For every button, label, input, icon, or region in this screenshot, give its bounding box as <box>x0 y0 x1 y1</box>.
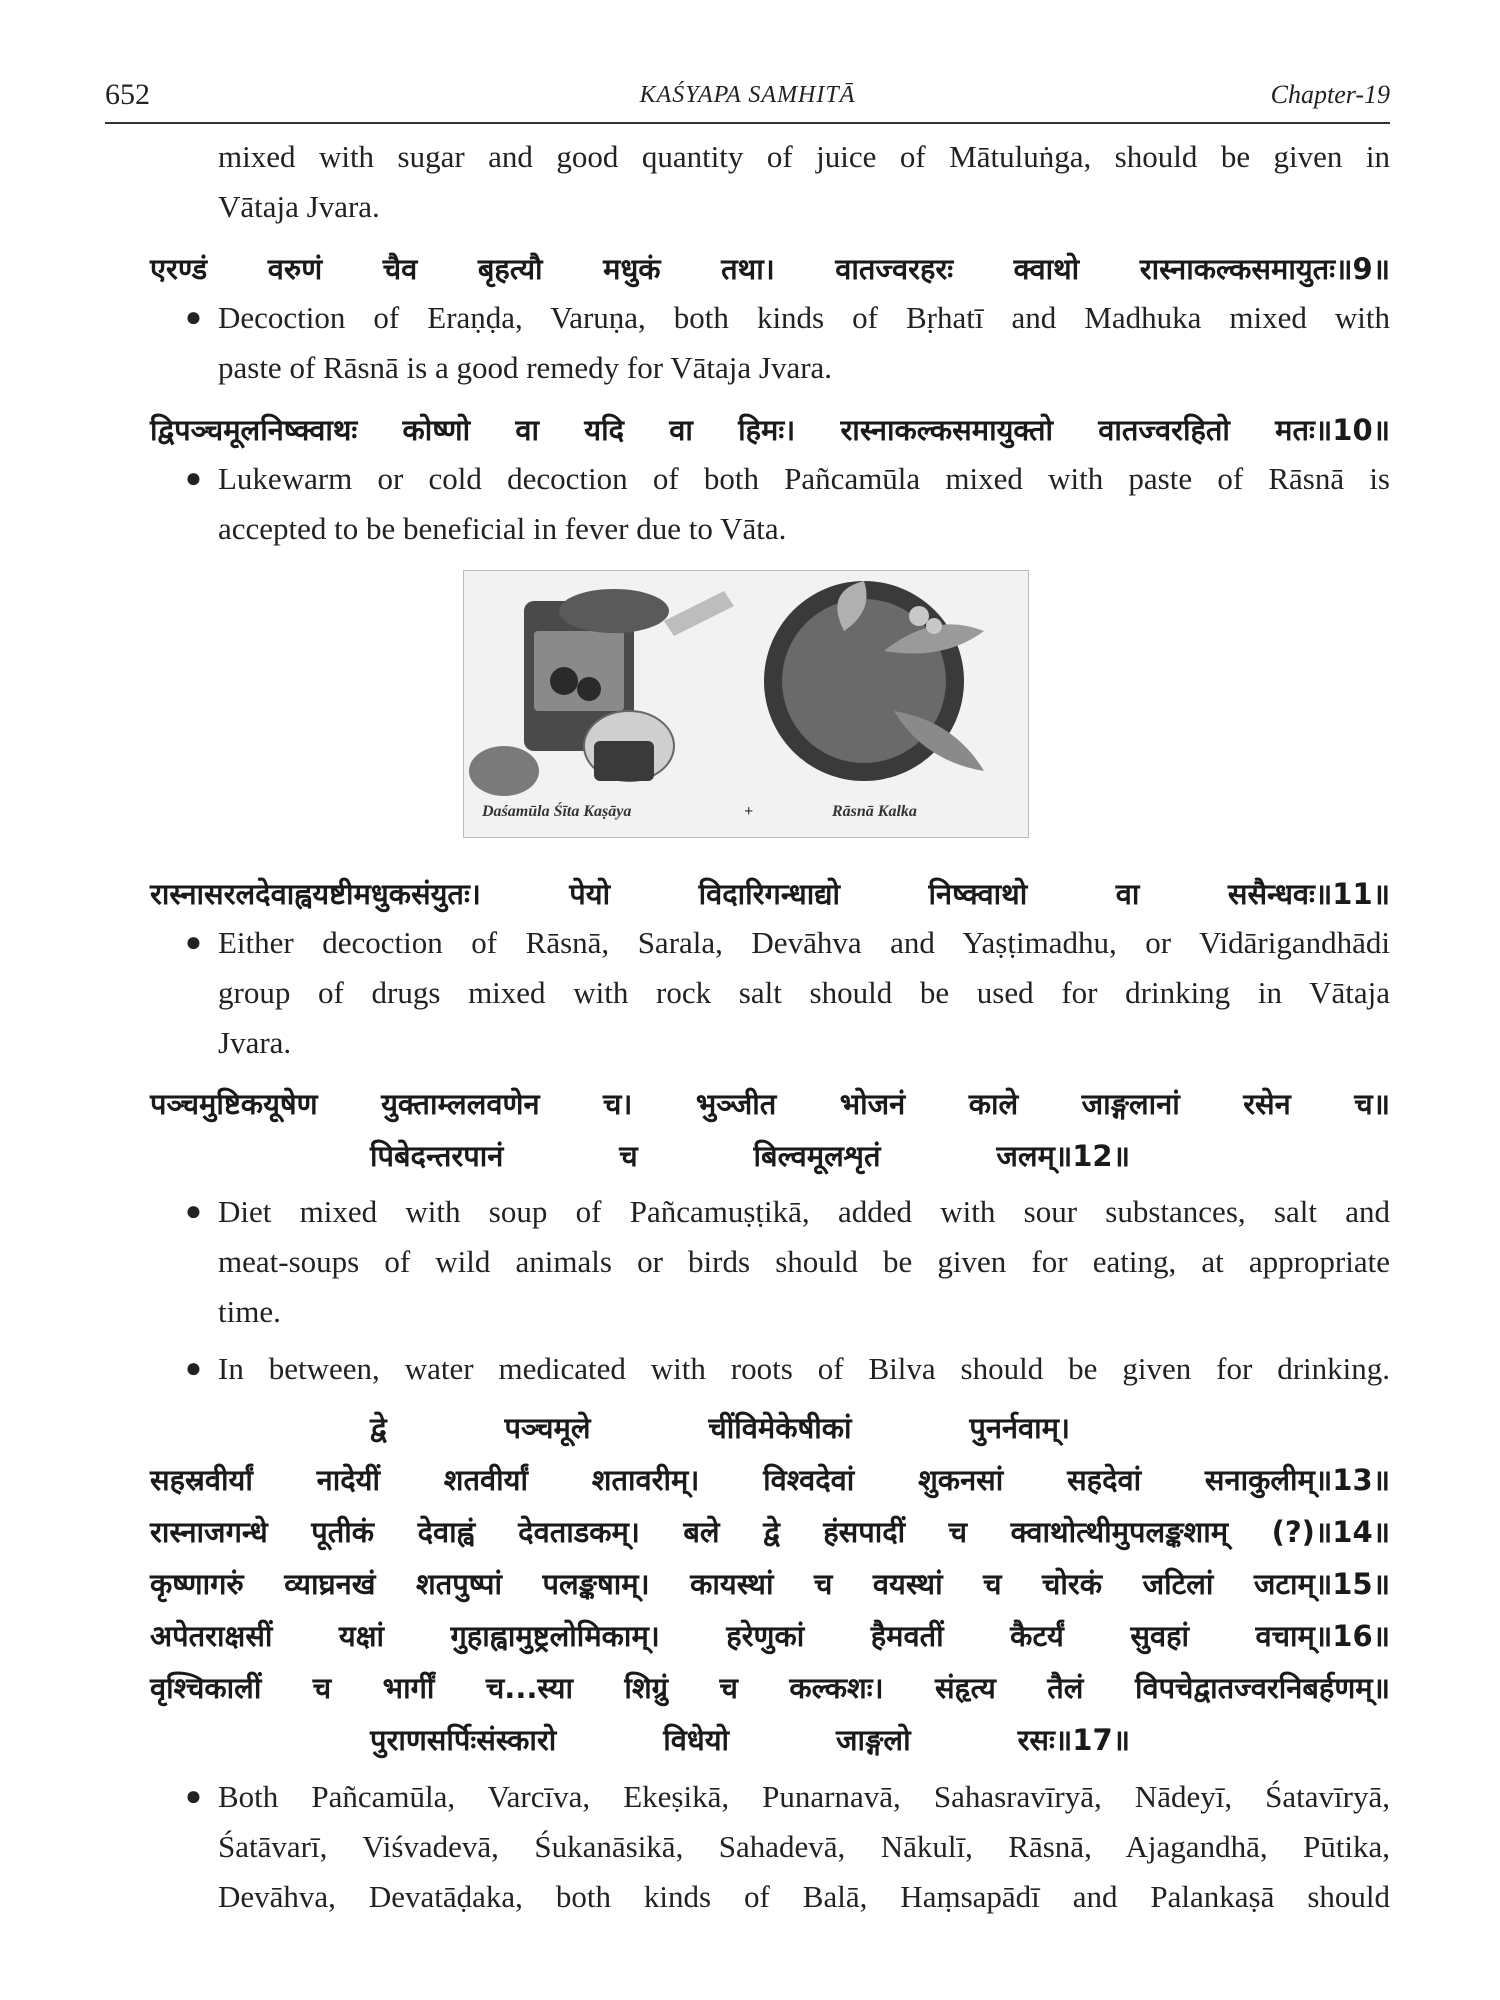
translation-12-line-1: Diet mixed with soup of Pañcamuṣṭikā, added with sour substances, salt and <box>218 1194 1390 1229</box>
verse-11: रास्नासरलदेवाह्वयष्टीमधुकसंयुतः। पेयो विदारिगन्धाद्यो निष्क्वाथो वा ससैन्धवः॥11॥ <box>150 877 1390 911</box>
translation-11-line-3: Jvara. <box>218 1025 292 1060</box>
verse-13-line-1: द्वे पञ्चमूले चींविमेकेषीकां पुनर्नवाम्। <box>370 1411 1070 1445</box>
translation-9-line-2: paste of Rāsnā is a good remedy for Vātaja Jvara. <box>218 350 833 385</box>
caption-right: Rāsnā Kalka <box>832 803 917 820</box>
verse-9: एरण्डं वरुणं चैव बृहत्यौ मधुकं तथा। वातज्वरहरः क्वाथो रास्नाकल्कसमायुतः॥9॥ <box>150 252 1390 286</box>
herbal-photos-image <box>464 571 1028 837</box>
caption-plus: + <box>744 803 754 820</box>
translation-9-line-1: Decoction of Eraṇḍa, Varuṇa, both kinds of Bṛhatī and Madhuka mixed with <box>218 300 1390 335</box>
bullet-icon: ● <box>185 463 202 494</box>
verse-14: रास्नाजगन्धे पूतीकं देवाह्वं देवताडकम्। बले द्वे हंसपादीं च क्वाथोत्थीमुपलङ्कशाम् (?)॥14॥ <box>150 1515 1391 1549</box>
translation-11-line-1: Either decoction of Rāsnā, Sarala, Devāhva and Yaṣṭimadhu, or Vidārigandhādi <box>218 925 1390 960</box>
caption-left: Daśamūla Śīta Kaṣāya <box>482 803 632 820</box>
page-number: 652 <box>105 78 150 111</box>
translation-17-line-1: Both Pañcamūla, Varcīva, Ekeṣikā, Punarnavā, Sahasravīryā, Nādeyī, Śatavīryā, <box>218 1779 1390 1814</box>
page-header <box>105 78 1390 120</box>
verse-16: अपेतराक्षसीं यक्षां गुहाह्वामुष्ट्रलोमिकाम्। हरेणुकां हैमवतीं कैटर्यं सुवहां वचाम्॥16॥ <box>150 1619 1390 1653</box>
translation-17-line-3: Devāhva, Devatāḍaka, both kinds of Balā, Haṃsapādī and Palankaṣā should <box>218 1879 1390 1914</box>
bullet-icon: ● <box>185 302 202 333</box>
bullet-icon: ● <box>185 927 202 958</box>
translation-10-line-1: Lukewarm or cold decoction of both Pañcamūla mixed with paste of Rāsnā is <box>218 461 1390 496</box>
verse-12-line-2: पिबेदन्तरपानं च बिल्वमूलशृतं जलम्॥12॥ <box>370 1139 1130 1173</box>
verse-10: द्विपञ्चमूलनिष्क्वाथः कोष्णो वा यदि वा हिमः। रास्नाकल्कसमायुक्तो वातज्वरहितो मतः॥10॥ <box>150 413 1390 447</box>
bullet-icon: ● <box>185 1781 202 1812</box>
chapter-label: Chapter-19 <box>1270 80 1390 109</box>
running-title: KAŚYAPA SAMHITĀ <box>639 82 856 108</box>
continuation-line-2: Vātaja Jvara. <box>218 189 380 224</box>
translation-17-line-2: Śatāvarī, Viśvadevā, Śukanāsikā, Sahadevā, Nākulī, Rāsnā, Ajagandhā, Pūtika, <box>218 1829 1390 1864</box>
translation-12-line-2: meat-soups of wild animals or birds should be given for eating, at appropriate <box>218 1244 1390 1279</box>
bullet-icon: ● <box>185 1196 202 1227</box>
translation-12b-line-1: In between, water medicated with roots of Bilva should be given for drinking. <box>218 1351 1390 1386</box>
translation-10-line-2: accepted to be beneficial in fever due to Vāta. <box>218 511 787 546</box>
verse-12-line-1: पञ्चमुष्टिकयूषेण युक्ताम्ललवणेन च। भुञ्जीत भोजनं काले जाङ्गलानां रसेन च॥ <box>150 1087 1390 1121</box>
translation-12-line-3: time. <box>218 1294 281 1329</box>
continuation-line-1: mixed with sugar and good quantity of juice of Mātuluṅga, should be given in <box>218 139 1390 174</box>
header-rule <box>105 122 1390 124</box>
verse-15: कृष्णागरुं व्याघ्रनखं शतपुष्पां पलङ्कषाम्। कायस्थां च वयस्थां च चोरकं जटिलां जटाम्॥15॥ <box>150 1567 1390 1601</box>
verse-13-line-2: सहस्रवीर्यां नादेयीं शतवीर्यां शतावरीम्। विश्वदेवां शुकनसां सहदेवां सनाकुलीम्॥13॥ <box>150 1463 1390 1497</box>
bullet-icon: ● <box>185 1353 202 1384</box>
translation-11-line-2: group of drugs mixed with rock salt should be used for drinking in Vātaja <box>218 975 1390 1010</box>
verse-17-line-1: वृश्चिकालीं च भार्गीं च...स्या शिग्रुं च कल्कशः। संहृत्य तैलं विपचेद्वातज्वरनिबर्हणम्॥ <box>150 1671 1390 1705</box>
verse-17-line-2: पुराणसर्पिःसंस्कारो विधेयो जाङ्गलो रसः॥17॥ <box>370 1723 1130 1757</box>
herbal-figure <box>463 570 1029 838</box>
